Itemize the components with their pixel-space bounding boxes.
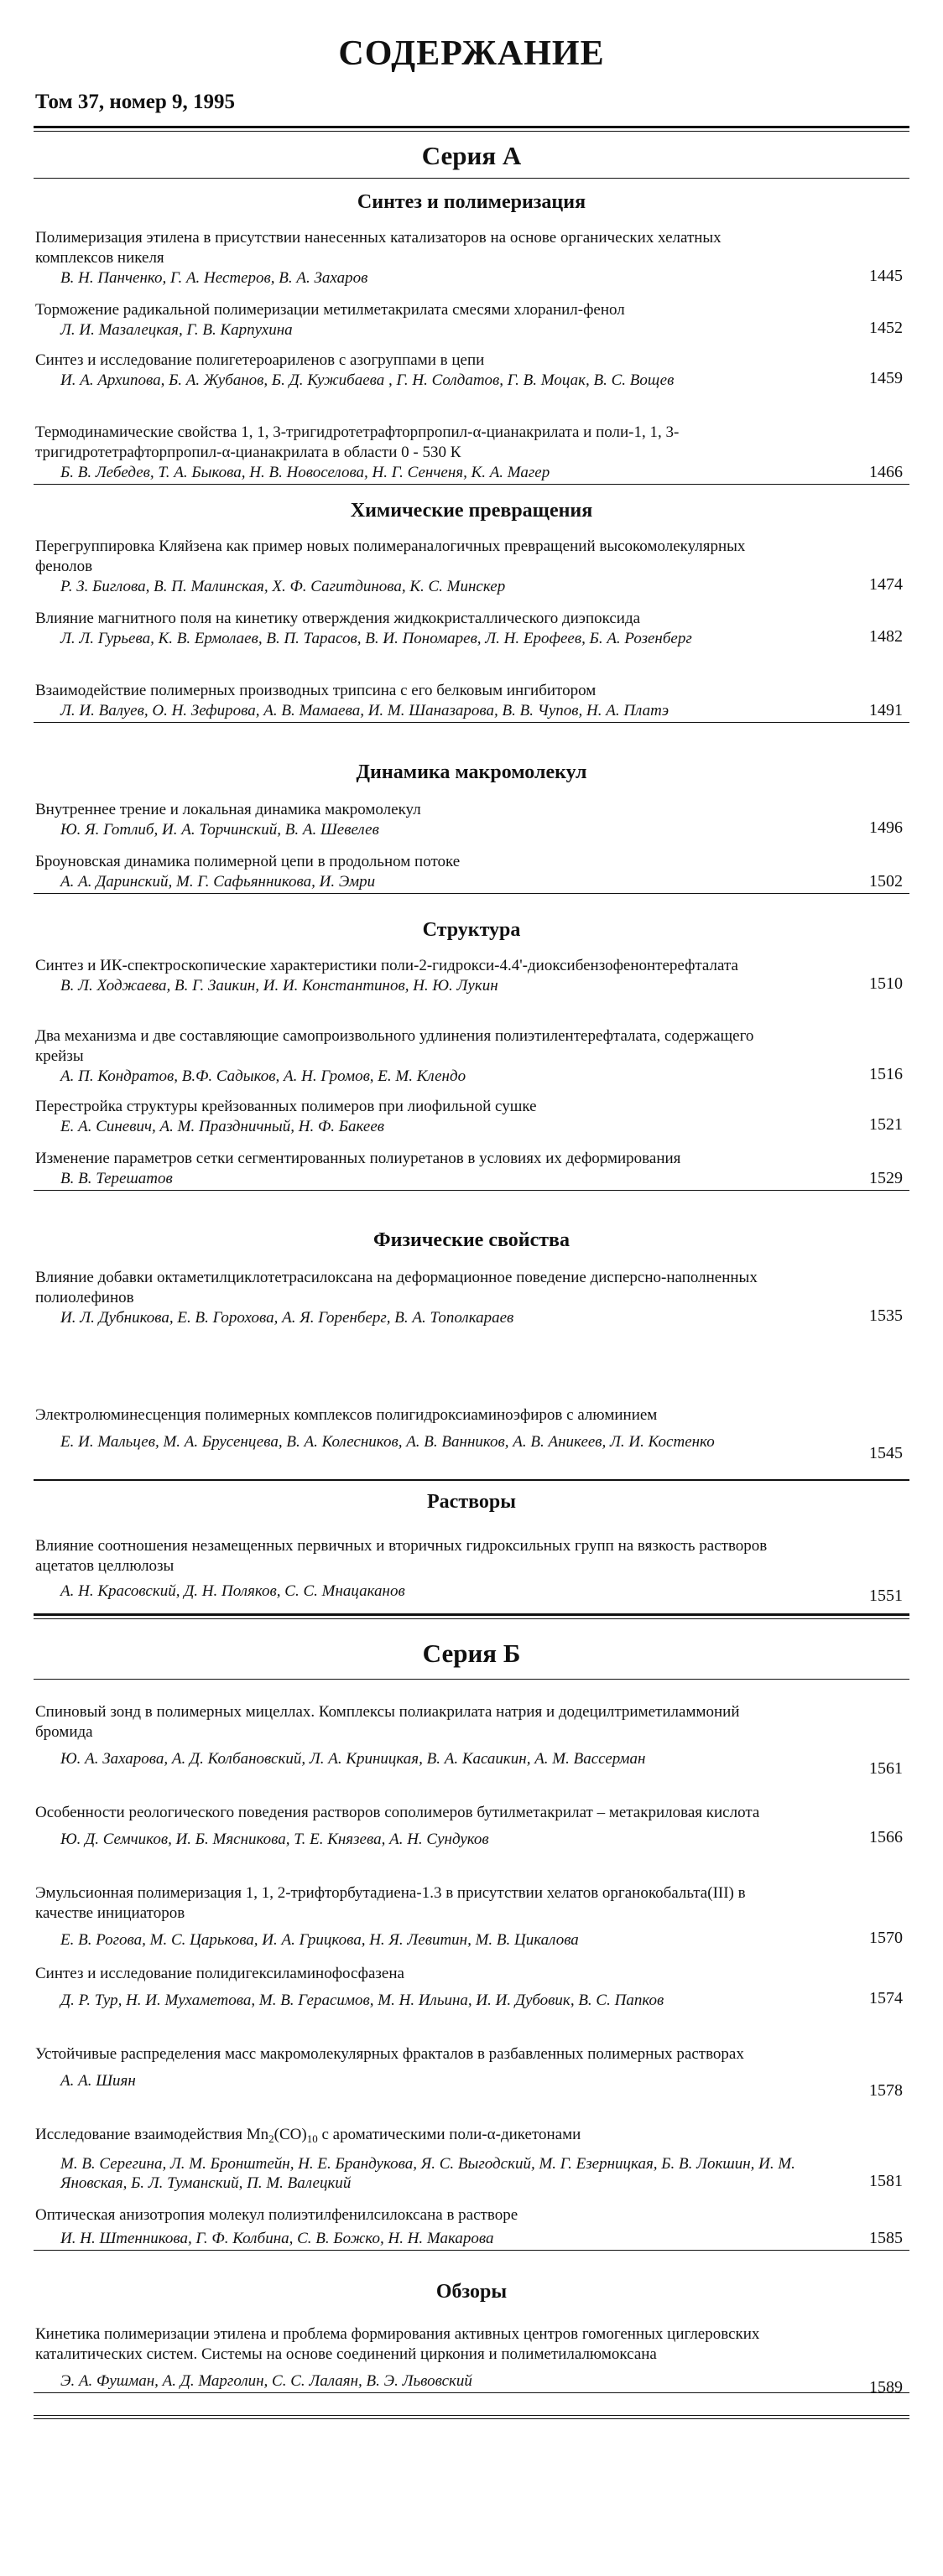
- entry-authors: Б. В. Лебедев, Т. А. Быкова, Н. В. Новоселова, Н. Г. Сенченя, К. А. Магер: [60, 464, 550, 481]
- entry-page-number: 1466: [869, 463, 903, 481]
- section-heading: Растворы: [427, 1491, 516, 1513]
- entry-title: Влияние соотношения незамещенных первичных и вторичных гидроксильных групп на вязкость растворов ацетатов целлюлозы: [35, 1537, 768, 1575]
- entry-authors: А. Н. Красовский, Д. Н. Поляков, С. С. Мнацаканов: [60, 1582, 405, 1600]
- entry-title: Влияние магнитного поля на кинетику отверждения жидкокристаллического диэпоксида: [35, 610, 641, 627]
- entry-page-number: 1496: [869, 818, 903, 837]
- entry-title: Исследование взаимодействия $Mn_2(CO)_{10}$ с ароматическими поли-α-дикетонами: [35, 2126, 581, 2145]
- entry-page-number: 1535: [869, 1306, 903, 1325]
- entry-title: Броуновская динамика полимерной цепи в продольном потоке: [35, 853, 461, 870]
- entry-authors: А. А. Даринский, М. Г. Сафьянникова, И. Эмри: [60, 873, 376, 891]
- entry-authors: Е. В. Рогова, М. С. Царькова, И. А. Грицкова, Н. Я. Левитин, М. В. Цикалова: [60, 1931, 579, 1949]
- entry-authors: Е. И. Мальцев, М. А. Брусенцева, В. А. Колесников, А. В. Ванников, А. В. Аникеев, Л. И. Костенко: [60, 1433, 715, 1451]
- entry-authors: Э. А. Фушман, А. Д. Марголин, С. С. Лалаян, В. Э. Львовский: [60, 2372, 472, 2390]
- entry-page-number: 1529: [869, 1169, 903, 1187]
- page-title: СОДЕРЖАНИЕ: [338, 34, 605, 73]
- toc-entry[interactable]: [34, 228, 909, 288]
- entry-title: Полимеризация этилена в присутствии нанесенных катализаторов на основе органических хелатных комплексов никеля: [35, 229, 722, 267]
- entry-authors: Ю. А. Захарова, А. Д. Колбановский, Л. А. Криницкая, В. А. Касаикин, А. М. Вассерман: [60, 1750, 646, 1768]
- entry-page-number: 1482: [869, 627, 903, 646]
- entry-title: Электролюминесценция полимерных комплексов полигидроксиаминоэфиров с алюминием: [35, 1406, 658, 1424]
- section-heading: Структура: [422, 919, 521, 941]
- toc-entry[interactable]: [34, 1026, 909, 1086]
- entry-page-number: 1578: [869, 2081, 903, 2100]
- entry-title: Перестройка структуры крейзованных полимеров при лиофильной сушке: [35, 1098, 537, 1115]
- entry-title: Особенности реологического поведения растворов сополимеров бутилметакрилат – метакриловая кислота: [35, 1804, 760, 1821]
- entry-page-number: 1491: [869, 701, 903, 719]
- series-a-heading: Серия А: [421, 141, 522, 170]
- toc-entry[interactable]: [34, 800, 909, 839]
- entry-page-number: 1581: [869, 2172, 903, 2190]
- entry-authors: В. Н. Панченко, Г. А. Нестеров, В. А. Захаров: [60, 269, 368, 287]
- entry-authors: М. В. Серегина, Л. М. Бронштейн, Н. Е. Брандукова, Я. С. Выгодский, М. Г. Езерницкая, Б. В. Локшин, И. М. Яновская, Б. Л. Туманский, П. М. Валецкий: [60, 2155, 795, 2192]
- toc-entry[interactable]: [34, 2044, 909, 2100]
- entry-authors: И. Л. Дубникова, Е. В. Горохова, А. Я. Горенберг, В. А. Тополкараев: [60, 1309, 514, 1327]
- divider: [34, 1479, 909, 1481]
- entry-page-number: 1474: [869, 575, 903, 594]
- entry-title: Термодинамические свойства 1, 1, 3-тригидротетрафторпропил-α-цианакрилата и поли-1, 1, 3-тригидротетрафторпропил-α-цианакрилата в области 0 - 530 К: [35, 423, 680, 461]
- entry-authors: Д. Р. Тур, Н. И. Мухаметова, М. В. Герасимов, М. Н. Ильина, И. И. Дубовик, В. С. Папков: [60, 1992, 664, 2009]
- entry-title: Спиновый зонд в полимерных мицеллах. Комплексы полиакрилата натрия и додецилтриметиламмоний бромида: [35, 1703, 740, 1741]
- entry-page-number: 1545: [869, 1444, 903, 1462]
- entry-authors: А. П. Кондратов, В.Ф. Садыков, А. Н. Громов, Е. М. Клендо: [60, 1067, 466, 1085]
- divider: [34, 2415, 909, 2416]
- entry-page-number: 1516: [869, 1065, 903, 1083]
- divider: [34, 131, 909, 132]
- entry-title: Синтез и ИК-спектроскопические характеристики поли-2-гидрокси-4.4'-диоксибензофенонтерефталата: [35, 957, 738, 974]
- entry-page-number: 1585: [869, 2229, 903, 2247]
- entry-title: Синтез и исследование полидигексиламинофосфазена: [35, 1965, 404, 1982]
- entry-authors: Ю. Д. Семчиков, И. Б. Мясникова, Т. Е. Князева, А. Н. Сундуков: [60, 1831, 489, 1848]
- divider: [34, 1679, 909, 1680]
- toc-entry[interactable]: [34, 351, 909, 390]
- section-heading: Физические свойства: [373, 1229, 570, 1251]
- toc-entry[interactable]: [34, 423, 909, 485]
- toc-entry[interactable]: [34, 609, 909, 648]
- entry-page-number: 1570: [869, 1929, 903, 1947]
- section-heading: Обзоры: [435, 2281, 508, 2303]
- entry-authors: Р. З. Биглова, В. П. Малинская, Х. Ф. Сагитдинова, К. С. Минскер: [60, 578, 506, 595]
- divider: [34, 1618, 909, 1619]
- entry-authors: Л. Л. Гурьева, К. В. Ермолаев, В. П. Тарасов, В. И. Пономарев, Л. Н. Ерофеев, Б. А. Розенберг: [60, 630, 692, 647]
- toc-entry[interactable]: [34, 1268, 909, 1327]
- entry-page-number: 1566: [869, 1828, 903, 1846]
- toc-entry[interactable]: [34, 1883, 909, 1950]
- entry-authors: А. А. Шиян: [60, 2072, 136, 2090]
- entry-title: Синтез и исследование полигетероариленов с азогруппами в цепи: [35, 351, 485, 369]
- entry-page-number: 1445: [869, 267, 903, 285]
- entry-authors: И. А. Архипова, Б. А. Жубанов, Б. Д. Кужибаева , Г. Н. Солдатов, Г. В. Моцак, В. С. Вощев: [60, 371, 675, 389]
- entry-page-number: 1510: [869, 974, 903, 993]
- section-heading: Динамика макромолекул: [356, 761, 587, 783]
- entry-title: Два механизма и две составляющие самопроизвольного удлинения полиэтилентерефталата, содержащего крейзы: [35, 1027, 754, 1065]
- entry-authors: Е. А. Синевич, А. М. Праздничный, Н. Ф. Бакеев: [60, 1118, 385, 1135]
- divider: [34, 2418, 909, 2419]
- entry-authors: В. В. Терешатов: [60, 1170, 173, 1187]
- entry-page-number: 1521: [869, 1115, 903, 1134]
- toc-entry[interactable]: [34, 2324, 909, 2397]
- entry-authors: В. Л. Ходжаева, В. Г. Заикин, И. И. Константинов, Н. Ю. Лукин: [60, 977, 498, 995]
- divider: [34, 1613, 909, 1616]
- toc-entry[interactable]: [34, 1803, 909, 1849]
- toc-entry[interactable]: [34, 1149, 909, 1191]
- entry-title: Эмульсионная полимеризация 1, 1, 2-трифторбутадиена-1.3 в присутствии хелатов органокобальта(III) в качестве инициаторов: [35, 1884, 746, 1922]
- entry-authors: Л. И. Валуев, О. Н. Зефирова, А. В. Мамаева, И. М. Шаназарова, В. В. Чупов, Н. А. Платэ: [60, 702, 669, 719]
- entry-title: Устойчивые распределения масс макромолекулярных фракталов в разбавленных полимерных растворах: [35, 2045, 744, 2063]
- entry-title: Внутреннее трение и локальная динамика макромолекул: [35, 801, 421, 818]
- section-heading: Химические превращения: [350, 500, 593, 522]
- divider: [34, 178, 909, 179]
- toc-entry[interactable]: [34, 1964, 909, 2010]
- toc-entry[interactable]: [34, 2205, 909, 2251]
- section-heading: Синтез и полимеризация: [357, 191, 586, 213]
- toc-entry[interactable]: [34, 1536, 909, 1605]
- entry-title: Перегруппировка Кляйзена как пример новых полимераналогичных превращений высокомолекулярных фенолов: [35, 538, 746, 575]
- toc-entry[interactable]: [34, 300, 909, 340]
- entry-authors: Ю. Я. Готлиб, И. А. Торчинский, В. А. Шевелев: [60, 821, 379, 839]
- entry-page-number: 1459: [869, 369, 903, 387]
- toc-entry[interactable]: [34, 956, 909, 995]
- entry-authors: Л. И. Мазалецкая, Г. В. Карпухина: [60, 321, 293, 339]
- entry-page-number: 1452: [869, 319, 903, 337]
- entry-title: Торможение радикальной полимеризации метилметакрилата смесями хлоранил-фенол: [35, 301, 625, 319]
- toc-entry[interactable]: [34, 852, 909, 894]
- entry-page-number: 1551: [869, 1587, 903, 1605]
- series-b-heading: Серия Б: [422, 1639, 521, 1668]
- toc-entry[interactable]: [34, 2125, 909, 2193]
- entry-page-number: 1574: [869, 1989, 903, 2007]
- entry-title: Оптическая анизотропия молекул полиэтилфенилсилоксана в растворе: [35, 2206, 518, 2224]
- entry-page-number: 1502: [869, 872, 903, 891]
- toc-entry[interactable]: [34, 681, 909, 723]
- toc-entry[interactable]: [34, 1702, 909, 1778]
- toc-entry[interactable]: [34, 1097, 909, 1136]
- entry-page-number: 1561: [869, 1759, 903, 1778]
- issue-info: Том 37, номер 9, 1995: [35, 91, 236, 113]
- divider: [34, 126, 909, 128]
- toc-entry[interactable]: [34, 1405, 909, 1462]
- entry-title: Влияние добавки октаметилциклотетрасилоксана на деформационное поведение дисперсно-наполненных полиолефинов: [35, 1269, 758, 1306]
- entry-title: Взаимодействие полимерных производных трипсина с его белковым ингибитором: [35, 682, 597, 699]
- entry-title: Изменение параметров сетки сегментированных полиуретанов в условиях их деформирования: [35, 1150, 681, 1167]
- entry-page-number: 1589: [869, 2378, 903, 2397]
- entry-title: Кинетика полимеризации этилена и проблема формирования активных центров гомогенных циглеровских каталитических систем. Системы на основе соединений циркония и полиметилалюмоксана: [35, 2325, 760, 2363]
- entry-authors: И. Н. Штенникова, Г. Ф. Колбина, С. В. Божко, Н. Н. Макарова: [60, 2230, 494, 2247]
- toc-entry[interactable]: [34, 537, 909, 596]
